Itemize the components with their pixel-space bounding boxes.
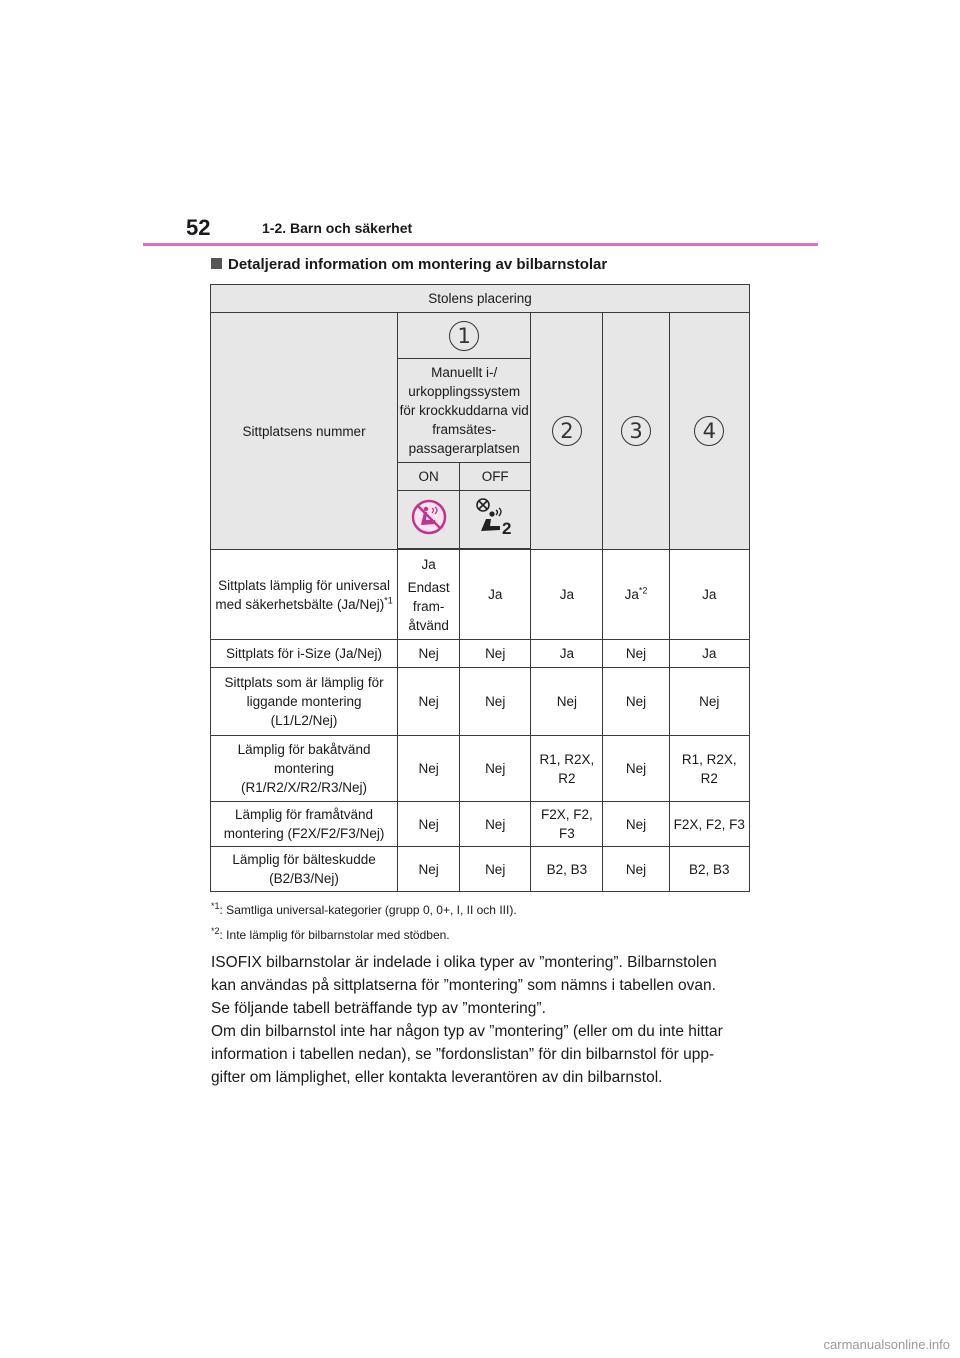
cell-off: Nej — [460, 668, 531, 736]
cell-seat2: Ja — [531, 550, 603, 640]
cell-seat4: Ja — [669, 550, 749, 640]
table-title: Stolens placering — [211, 285, 750, 313]
seat-1-cell — [398, 313, 531, 359]
body-line: information i tabellen nedan), se ”fordonslistan” för din bilbarnstol för upp- — [211, 1046, 715, 1063]
cell-seat4: R1, R2X, R2 — [669, 736, 749, 802]
cell-seat4: F2X, F2, F3 — [669, 802, 749, 847]
cell-seat3: Nej — [603, 736, 669, 802]
body-paragraph — [211, 951, 771, 1089]
cell-on: Nej — [398, 668, 460, 736]
cell-seat3: Nej — [603, 640, 669, 668]
table-row — [211, 550, 750, 640]
cell-on: Nej — [398, 847, 460, 892]
seat-2-cell — [531, 313, 603, 550]
watermark: carmanualsonline.info — [823, 1337, 950, 1352]
header-rule — [143, 243, 818, 246]
cell-seat3: Nej — [603, 668, 669, 736]
body-line: Om din bilbarnstol inte har någon typ av ”montering” (eller om du inte hittar — [211, 1023, 723, 1040]
table-row — [211, 847, 750, 892]
row-label: Sittplats som är lämplig för liggande montering (L1/L2/Nej) — [211, 668, 398, 736]
airbag-system-label: Manuellt i-/ urkopplingssystem för krockkuddarna vid framsätes- passagerarplatsen — [398, 359, 531, 463]
cell-off: Ja — [460, 550, 531, 640]
seat-number-label: Sittplatsens nummer — [211, 313, 398, 550]
cell-on: Nej — [398, 640, 460, 668]
cell-seat3: Nej — [603, 802, 669, 847]
table-row — [211, 640, 750, 668]
passenger-airbag-icon — [473, 497, 517, 537]
cell-off: Nej — [460, 640, 531, 668]
seat-table — [210, 284, 750, 892]
table-title-row — [211, 285, 750, 313]
cell-on: Nej — [398, 736, 460, 802]
cell-seat4: Ja — [669, 640, 749, 668]
seat-4-number: 4 — [694, 416, 724, 446]
cell-seat2: F2X, F2, F3 — [531, 802, 603, 847]
cell-seat2: R1, R2X, R2 — [531, 736, 603, 802]
seat-2-number: 2 — [552, 416, 582, 446]
section-heading-text: Detaljerad information om montering av bilbarnstolar — [228, 256, 608, 273]
seat-1-number: 1 — [449, 321, 479, 351]
cell-seat2: B2, B3 — [531, 847, 603, 892]
cell-seat4: B2, B3 — [669, 847, 749, 892]
row-label: Sittplats lämplig för universal med säkerhetsbälte $(Ja/Nej)^{*1}$ — [211, 550, 398, 640]
row-label: Lämplig för framåtvänd montering (F2X/F2/F3/Nej) — [211, 802, 398, 847]
section-title: 1-2. Barn och säkerhet — [262, 220, 413, 236]
off-label: OFF — [460, 463, 531, 491]
table-row — [211, 736, 750, 802]
seat-3-cell — [603, 313, 669, 550]
body-line: Se följande tabell beträffande typ av ”montering”. — [211, 1000, 546, 1017]
row-label: Lämplig för bakåtvänd montering (R1/R2/X/R2/R3/Nej) — [211, 736, 398, 802]
cell-on: Nej — [398, 802, 460, 847]
row-label: Sittplats för i-Size (Ja/Nej) — [211, 640, 398, 668]
footnote-1: $^{*1}$: Samtliga universal-kategorier (grupp 0, 0+, I, II och III). — [211, 901, 517, 917]
seat-4-cell — [669, 313, 749, 550]
body-line: ISOFIX bilbarnstolar är indelade i olika typer av ”montering”. Bilbarnstolen — [211, 954, 717, 971]
airbag-off-cell — [460, 491, 531, 549]
seat-number-row — [211, 313, 750, 359]
section-heading — [211, 256, 607, 273]
airbag-on-cell — [398, 491, 460, 549]
heading-bullet-icon — [211, 258, 222, 269]
cell-off: Nej — [460, 802, 531, 847]
airbag-icon-number: 2 — [502, 519, 512, 537]
cell-on: Ja Endast fram- åtvänd — [398, 550, 460, 640]
seat-3-number: 3 — [621, 416, 651, 446]
table-row — [211, 802, 750, 847]
cell-seat2: Nej — [531, 668, 603, 736]
footnote-2: $^{*2}$: Inte lämplig för bilbarnstolar med stödben. — [211, 926, 450, 942]
cell-off: Nej — [460, 736, 531, 802]
passenger-airbag-off-icon — [410, 498, 448, 536]
page-number: 52 — [186, 215, 211, 240]
body-line: kan användas på sittplatserna för ”montering” som nämns i tabellen ovan. — [211, 977, 716, 994]
cell-seat2: Ja — [531, 640, 603, 668]
row-label: Lämplig för bälteskudde (B2/B3/Nej) — [211, 847, 398, 892]
cell-seat3: Ja$^{*2}$ — [603, 550, 669, 640]
body-line: gifter om lämplighet, eller kontakta leverantören av din bilbarnstol. — [211, 1069, 663, 1086]
cell-seat4: Nej — [669, 668, 749, 736]
table-row — [211, 668, 750, 736]
cell-off: Nej — [460, 847, 531, 892]
cell-seat3: Nej — [603, 847, 669, 892]
on-label: ON — [398, 463, 460, 491]
